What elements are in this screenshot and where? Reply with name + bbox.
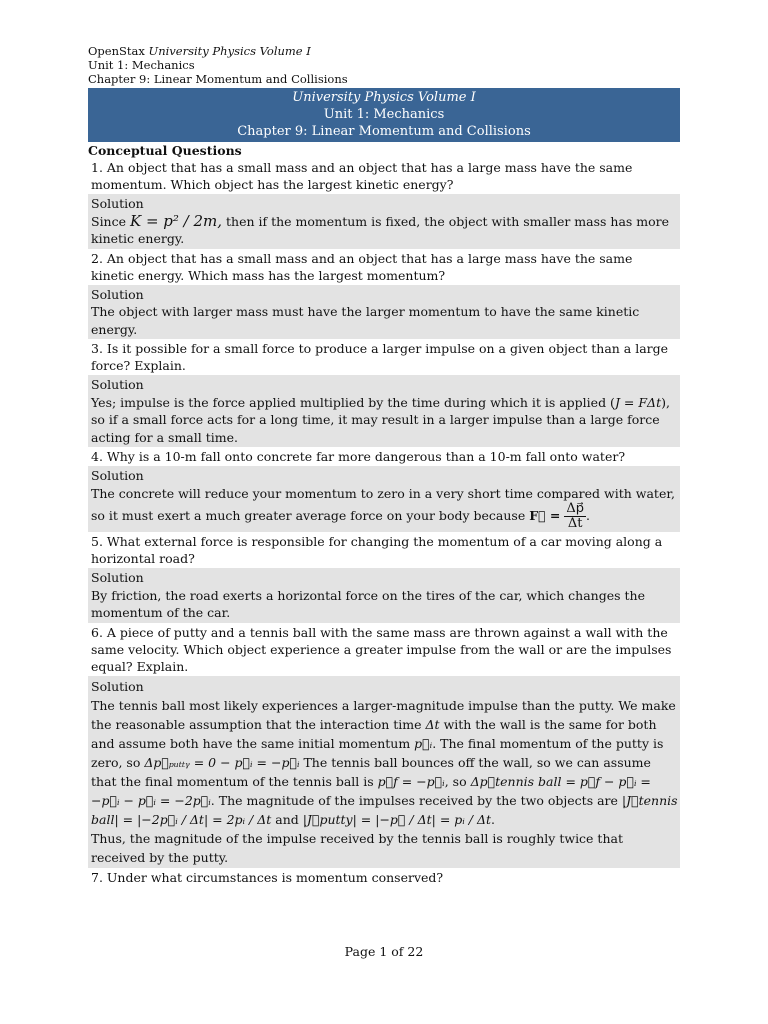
header-line-2: Unit 1: Mechanics xyxy=(88,58,195,72)
solution-6: Solution The tennis ball most likely experiences a larger-magnitude impulse than the putty. We make the reasonable assumption that the interaction time Δt with the wall is the same for both and assume both have the same initial momentum p⃗ᵢ. The final momentum of the putty is zero, so Δp⃗ₚᵤₜₜᵧ = 0 − p⃗ᵢ = −p⃗ᵢ The tennis ball bounces off the wall, so we can assume that the final momentum of the tennis ball is p⃗f = −p⃗ᵢ, so Δp⃗tennis ball = p⃗f − p⃗ᵢ = −p⃗ᵢ − p⃗ᵢ = −2p⃗ᵢ. The magnitude of the impulses received by the two objects are |J⃗tennis ball| = |−2p⃗ᵢ / Δt| = 2pᵢ / Δt and |J⃗putty| = |−p⃗ / Δt| = pᵢ / Δt. Thus, the magnitude of the impulse received by the tennis ball is roughly twice that received by the putty. xyxy=(88,676,680,868)
solution-label: Solution xyxy=(91,468,144,483)
force-fraction: $\frac{\Delta p⃗}{\Delta t}$ xyxy=(566,501,585,531)
question-5: 5. What external force is responsible for changing the momentum of a car moving along a horizontal road? xyxy=(91,534,663,566)
solution-label: Solution xyxy=(91,377,144,392)
putty-impulse-magnitude: |J⃗putty| = |−p⃗ / Δt| = pᵢ / Δt xyxy=(302,811,491,827)
solution-6-conclusion: Thus, the magnitude of the impulse received by the tennis ball is roughly twice that received by the putty. xyxy=(91,830,623,865)
delta-t-symbol: Δt xyxy=(425,716,440,732)
solution-3: Solution Yes; impulse is the force applied multiplied by the time during which it is applied (J = FΔt), so if a small force acts for a long time, it may result in a larger impulse than a large force acting for a small time. xyxy=(88,375,680,447)
document-page xyxy=(88,44,680,886)
banner-title: University Physics Volume I xyxy=(292,90,476,105)
solution-5: Solution By friction, the road exerts a horizontal force on the tires of the car, which changes the momentum of the car. xyxy=(88,568,680,623)
solution-1: Solution Since K = p² / 2m, then if the momentum is fixed, the object with smaller mass has more kinetic energy. xyxy=(88,194,680,249)
solution-label: Solution xyxy=(91,678,144,694)
force-symbol: F⃗ = xyxy=(529,508,561,523)
question-2: 2. An object that has a small mass and an object that has a large mass have the same kinetic energy. Which mass has the largest momentum? xyxy=(91,250,633,283)
solution-label: Solution xyxy=(91,570,144,585)
banner-unit: Unit 1: Mechanics xyxy=(323,107,445,122)
question-3: 3. Is it possible for a small force to produce a larger impulse on a given object than a large force? Explain. xyxy=(91,341,669,373)
document-header xyxy=(88,44,680,86)
kinetic-energy-formula: K = p² / 2m, xyxy=(129,211,223,230)
header-line-1: OpenStax University Physics Volume I xyxy=(88,44,311,58)
solution-2: Solution The object with larger mass must have the larger momentum to have the same kinetic energy. xyxy=(88,285,680,340)
putty-momentum-change: Δp⃗ₚᵤₜₜᵧ = 0 − p⃗ᵢ = −p⃗ᵢ xyxy=(144,754,300,770)
question-4: 4. Why is a 10-m fall onto concrete far more dangerous than a 10-m fall onto water? xyxy=(91,449,626,464)
initial-momentum-symbol: p⃗ᵢ xyxy=(414,735,433,751)
impulse-formula: J = FΔt xyxy=(614,394,662,410)
ball-impulse-magnitude: |J⃗tennis ball| = |−2p⃗ᵢ / Δt| = 2pᵢ / Δt xyxy=(91,792,678,827)
section-title: Conceptual Questions xyxy=(88,143,242,158)
question-6: 6. A piece of putty and a tennis ball with the same mass are thrown against a wall with the same velocity. Which object experience a greater impulse from the wall or are the impulses equal? Explain. xyxy=(91,624,672,674)
header-line-3: Chapter 9: Linear Momentum and Collisions xyxy=(88,72,348,86)
question-7: 7. Under what circumstances is momentum conserved? xyxy=(91,869,444,885)
question-1: 1. An object that has a small mass and an object that has a large mass have the same momentum. Which object has the largest kinetic energy? xyxy=(91,160,633,192)
solution-label: Solution xyxy=(91,196,144,211)
solution-label: Solution xyxy=(91,286,144,302)
ball-momentum-change: Δp⃗tennis ball = p⃗f − p⃗ᵢ = −p⃗ᵢ − p⃗ᵢ = −2p⃗ᵢ xyxy=(91,773,651,808)
title-banner xyxy=(88,88,680,142)
ball-final-momentum: p⃗f = −p⃗ᵢ xyxy=(377,773,445,789)
solution-4: Solution The concrete will reduce your momentum to zero in a very short time compared with water, so it must exert a much greater average force on your body because F⃗ = $\frac{\Delta p⃗}{\Delta t}$ . xyxy=(88,466,680,532)
page-number: Page 1 of 22 xyxy=(344,944,424,959)
banner-chapter: Chapter 9: Linear Momentum and Collisions xyxy=(237,124,531,139)
